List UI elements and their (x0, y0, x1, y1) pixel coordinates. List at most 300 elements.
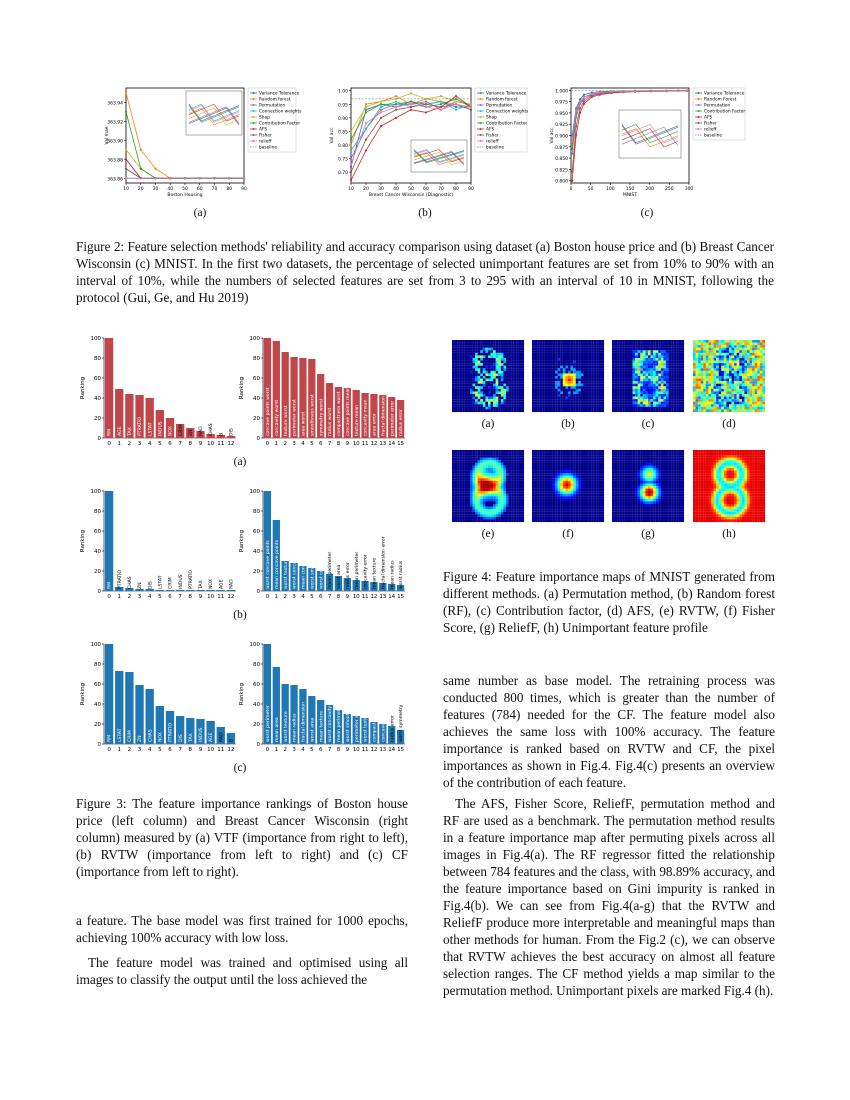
heatmap-cell (488, 361, 491, 364)
heatmap-cell (457, 483, 460, 486)
heatmap-cell (558, 343, 561, 346)
heatmap-cell (555, 386, 558, 389)
heatmap-cell (467, 402, 470, 405)
heatmap-cell (591, 358, 594, 361)
heatmap-cell (669, 371, 672, 374)
heatmap-cell (734, 358, 737, 361)
heatmap-cell (465, 394, 468, 397)
data-point (395, 95, 397, 97)
heatmap-cell (498, 386, 501, 389)
heatmap-cell (465, 463, 468, 466)
heatmap-cell (535, 460, 538, 463)
heatmap-cell (483, 350, 486, 353)
heatmap-cell (732, 391, 735, 394)
heatmap-cell (627, 345, 630, 348)
heatmap-cell (462, 407, 465, 410)
heatmap-cell (679, 399, 682, 402)
heatmap-cell (470, 494, 473, 497)
bar-label: mean texture (372, 557, 378, 589)
heatmap-cell (491, 404, 494, 407)
heatmap-cell (498, 491, 501, 494)
heatmap-cell (467, 379, 470, 382)
heatmap-cell (568, 409, 571, 412)
bar-label: concave points worst (266, 387, 272, 436)
heatmap-cell (696, 384, 699, 387)
heatmap-cell (734, 384, 737, 387)
heatmap-cell (532, 450, 535, 453)
heatmap-cell (457, 465, 460, 468)
heatmap-cell (635, 358, 638, 361)
heatmap-cell (473, 460, 476, 463)
heatmap-cell (485, 397, 488, 400)
heatmap-cell (651, 363, 654, 366)
heatmap-cell (663, 384, 666, 387)
heatmap-cell (729, 376, 732, 379)
heatmap-cell (583, 361, 586, 364)
heatmap-cell (576, 460, 579, 463)
heatmap-cell (635, 381, 638, 384)
heatmap-cell (496, 483, 499, 486)
heatmap-cell (643, 368, 646, 371)
heatmap-cell (663, 409, 666, 412)
heatmap-cell (516, 512, 519, 515)
heatmap-cell (599, 376, 602, 379)
heatmap-cell (455, 399, 458, 402)
heatmap-cell (460, 391, 463, 394)
heatmap-cell (483, 407, 486, 410)
heatmap-cell (617, 379, 620, 382)
heatmap-cell (553, 394, 556, 397)
heatmap-cell (589, 371, 592, 374)
heatmap-cell (547, 368, 550, 371)
heatmap-cell (485, 361, 488, 364)
heatmap-cell (596, 455, 599, 458)
bar-label: DIS (229, 428, 235, 436)
heatmap-cell (493, 491, 496, 494)
heatmap-cell (475, 353, 478, 356)
heatmap-cell (537, 386, 540, 389)
heatmap-cell (563, 381, 566, 384)
heatmap-cell (516, 381, 519, 384)
heatmap-cell (620, 371, 623, 374)
heatmap-cell (586, 407, 589, 410)
heatmap-cell (643, 361, 646, 364)
bar-label: concave points error (381, 694, 387, 742)
heatmap-cell (467, 481, 470, 484)
heatmap-cell (521, 465, 524, 468)
heatmap-cell (589, 350, 592, 353)
heatmap-cell (721, 394, 724, 397)
heatmap-cell (514, 514, 517, 517)
heatmap-cell (757, 384, 760, 387)
heatmap-cell (596, 450, 599, 453)
x-tick-label: 13 (379, 747, 387, 753)
heatmap-cell (563, 458, 566, 461)
data-point (154, 168, 156, 170)
data-point (440, 95, 442, 97)
heatmap-cell (537, 402, 540, 405)
heatmap-cell (586, 371, 589, 374)
heatmap-cell (516, 517, 519, 520)
heatmap-cell (483, 373, 486, 376)
heatmap-cell (661, 386, 664, 389)
heatmap-cell (470, 343, 473, 346)
heatmap-cell (661, 409, 664, 412)
heatmap-cell (656, 389, 659, 392)
heatmap-cell (550, 358, 553, 361)
heatmap-cell (498, 486, 501, 489)
heatmap-cell (511, 486, 514, 489)
heatmap-cell (457, 394, 460, 397)
heatmap-cell (475, 345, 478, 348)
heatmap-cell (663, 348, 666, 351)
heatmap-cell (679, 397, 682, 400)
data-point (571, 152, 573, 154)
heatmap-cell (656, 355, 659, 358)
heatmap-cell (622, 363, 625, 366)
heatmap-cell (586, 363, 589, 366)
heatmap-cell (540, 376, 543, 379)
heatmap-cell (545, 348, 548, 351)
heatmap-cell (480, 509, 483, 512)
data-point (365, 149, 367, 151)
heatmap-cell (475, 402, 478, 405)
heatmap-cell (563, 348, 566, 351)
heatmap-cell (550, 384, 553, 387)
heatmap-cell (596, 366, 599, 369)
heatmap-cell (467, 460, 470, 463)
heatmap-cell (516, 391, 519, 394)
heatmap-cell (558, 391, 561, 394)
heatmap-cell (752, 397, 755, 400)
heatmap-cell (596, 409, 599, 412)
heatmap-cell (475, 343, 478, 346)
heatmap-cell (470, 486, 473, 489)
heatmap-cell (589, 348, 592, 351)
heatmap-cell (599, 381, 602, 384)
heatmap-cell (698, 366, 701, 369)
heatmap-cell (596, 345, 599, 348)
heatmap-cell (721, 376, 724, 379)
heatmap-cell (571, 350, 574, 353)
heatmap-cell (470, 389, 473, 392)
heatmap-cell (519, 371, 522, 374)
heatmap-cell (674, 394, 677, 397)
heatmap-cell (724, 391, 727, 394)
heatmap-cell (498, 399, 501, 402)
heatmap-cell (516, 471, 519, 474)
heatmap-cell (478, 353, 481, 356)
heatmap-cell (701, 340, 704, 343)
heatmap-cell (511, 391, 514, 394)
heatmap-cell (571, 391, 574, 394)
heatmap-cell (568, 371, 571, 374)
heatmap-cell (498, 361, 501, 364)
bar-label: B (229, 738, 235, 742)
heatmap-cell (760, 389, 763, 392)
heatmap-cell (509, 409, 512, 412)
heatmap-cell (594, 402, 597, 405)
heatmap-cell (542, 399, 545, 402)
heatmap-cell (537, 409, 540, 412)
heatmap-cell (535, 458, 538, 461)
heatmap-cell (757, 355, 760, 358)
heatmap-cell (498, 463, 501, 466)
heatmap-cell (462, 519, 465, 522)
bar-label: worst texture (363, 711, 369, 742)
heatmap-cell (462, 471, 465, 474)
heatmap-cell (589, 407, 592, 410)
y-tick-label: 100 (249, 642, 260, 648)
heatmap-cell (535, 453, 538, 456)
heatmap-cell (594, 371, 597, 374)
heatmap-cell (576, 404, 579, 407)
heatmap-cell (734, 381, 737, 384)
heatmap-cell (488, 371, 491, 374)
legend-marker (480, 122, 482, 124)
heatmap-cell (478, 489, 481, 492)
heatmap-cell (696, 394, 699, 397)
heatmap-cell (701, 394, 704, 397)
heatmap-cell (521, 507, 524, 510)
heatmap-cell (483, 468, 486, 471)
heatmap-cell (737, 340, 740, 343)
legend-label: Permutation (259, 103, 286, 109)
x-tick-label: 7 (178, 594, 182, 600)
heatmap-cell (514, 361, 517, 364)
heatmap-cell (747, 371, 750, 374)
data-point (470, 109, 472, 111)
heatmap-cell (521, 366, 524, 369)
heatmap-cell (576, 376, 579, 379)
heatmap-cell (721, 397, 724, 400)
heatmap-cell (661, 376, 664, 379)
heatmap-cell (643, 399, 646, 402)
heatmap-cell (573, 458, 576, 461)
x-tick-label: 3 (137, 441, 142, 447)
heatmap-cell (612, 379, 615, 382)
heatmap-cell (535, 353, 538, 356)
heatmap-cell (537, 343, 540, 346)
data-point (350, 144, 352, 146)
heatmap-cell (638, 404, 641, 407)
heatmap-cell (594, 379, 597, 382)
heatmap-cell (478, 343, 481, 346)
heatmap-cell (737, 389, 740, 392)
heatmap-cell (547, 355, 550, 358)
heatmap-cell (547, 348, 550, 351)
heatmap-cell (669, 397, 672, 400)
heatmap-cell (475, 471, 478, 474)
heatmap-cell (473, 363, 476, 366)
heatmap-cell (708, 345, 711, 348)
heatmap-cell (726, 384, 729, 387)
heatmap-cell (671, 404, 674, 407)
legend-label: Fisher (486, 133, 499, 139)
heatmap-cell (547, 402, 550, 405)
heatmap-cell (532, 381, 535, 384)
heatmap-cell (475, 494, 478, 497)
heatmap-cell (658, 350, 661, 353)
heatmap-cell (752, 394, 755, 397)
heatmap-cell (560, 343, 563, 346)
heatmap-cell (519, 376, 522, 379)
heatmap-cell (633, 381, 636, 384)
heatmap-cell (762, 399, 765, 402)
heatmap-cell (663, 386, 666, 389)
heatmap-cell (596, 358, 599, 361)
heatmap-cell (612, 391, 615, 394)
heatmap-cell (586, 386, 589, 389)
heatmap-cell (473, 371, 476, 374)
heatmap-cell (760, 409, 763, 412)
x-tick-label: 7 (178, 441, 182, 447)
heatmap-cell (509, 478, 512, 481)
heatmap-cell (627, 358, 630, 361)
heatmap-cell (558, 384, 561, 387)
heatmap-cell (708, 371, 711, 374)
heatmap-cell (460, 399, 463, 402)
heatmap-cell (671, 340, 674, 343)
heatmap-cell (750, 389, 753, 392)
heatmap-cell (491, 489, 494, 492)
heatmap-cell (514, 397, 517, 400)
heatmap-cell (545, 355, 548, 358)
heatmap-cell (701, 371, 704, 374)
heatmap-cell (475, 358, 478, 361)
heatmap-cell (747, 386, 750, 389)
heatmap-cell (460, 517, 463, 520)
heatmap-cell (625, 350, 628, 353)
heatmap-cell (671, 376, 674, 379)
heatmap-cell (698, 363, 701, 366)
heatmap-cell (708, 384, 711, 387)
heatmap-cell (509, 476, 512, 479)
heatmap-cell (696, 407, 699, 410)
heatmap-cell (501, 486, 504, 489)
heatmap-cell (698, 373, 701, 376)
legend-label: AFS (486, 127, 495, 133)
heatmap-cell (553, 468, 556, 471)
heatmap-cell (537, 384, 540, 387)
heatmap-cell (752, 350, 755, 353)
heatmap-cell (506, 514, 509, 517)
heatmap-cell (653, 394, 656, 397)
heatmap-cell (638, 355, 641, 358)
heatmap-cell (519, 407, 522, 410)
heatmap-cell (762, 409, 765, 412)
heatmap-cell (503, 409, 506, 412)
heatmap-cell (488, 499, 491, 502)
heatmap-cell (491, 381, 494, 384)
heatmap-cell (676, 363, 679, 366)
heatmap-cell (638, 409, 641, 412)
heatmap-cell (457, 404, 460, 407)
heatmap-cell (601, 463, 604, 466)
heatmap-cell (493, 455, 496, 458)
heatmap-cell (589, 343, 592, 346)
y-tick-label: 0.70 (337, 171, 348, 177)
heatmap-cell (475, 384, 478, 387)
heatmap-cell (724, 394, 727, 397)
heatmap-cell (732, 348, 735, 351)
heatmap-cell (726, 363, 729, 366)
heatmap-cell (467, 509, 470, 512)
heatmap-cell (576, 389, 579, 392)
heatmap-cell (470, 499, 473, 502)
heatmap-cell (553, 348, 556, 351)
heatmap-cell (589, 460, 592, 463)
heatmap-cell (535, 465, 538, 468)
heatmap-cell (553, 397, 556, 400)
heatmap-cell (721, 368, 724, 371)
heatmap-cell (545, 386, 548, 389)
heatmap-cell (732, 397, 735, 400)
heatmap-cell (540, 379, 543, 382)
heatmap-cell (457, 504, 460, 507)
heatmap-cell (576, 371, 579, 374)
heatmap-cell (473, 376, 476, 379)
heatmap-cell (739, 371, 742, 374)
heatmap-cell (470, 407, 473, 410)
y-tick-label: 80 (253, 509, 260, 515)
heatmap-cell (645, 348, 648, 351)
heatmap-cell (462, 340, 465, 343)
heatmap-cell (573, 465, 576, 468)
heatmap-cell (716, 389, 719, 392)
heatmap-cell (483, 483, 486, 486)
heatmap-cell (516, 455, 519, 458)
heatmap-cell (516, 353, 519, 356)
heatmap-cell (491, 366, 494, 369)
heatmap-cell (679, 345, 682, 348)
legend-marker (698, 122, 700, 124)
heatmap-cell (511, 348, 514, 351)
heatmap-cell (627, 384, 630, 387)
heatmap-cell (573, 379, 576, 382)
heatmap-cell (716, 350, 719, 353)
heatmap-cell (711, 340, 714, 343)
heatmap-cell (485, 379, 488, 382)
heatmap-cell (568, 363, 571, 366)
heatmap-cell (498, 384, 501, 387)
data-point (380, 125, 382, 127)
heatmap-cell (470, 512, 473, 515)
heatmap-cell (470, 509, 473, 512)
heatmap-cell (455, 486, 458, 489)
heatmap-cell (640, 404, 643, 407)
heatmap-cell (601, 465, 604, 468)
heatmap-cell (596, 458, 599, 461)
heatmap-cell (506, 512, 509, 515)
heatmap-cell (635, 348, 638, 351)
heatmap-cell (716, 409, 719, 412)
heatmap-cell (509, 512, 512, 515)
heatmap-cell (521, 350, 524, 353)
bar-label: concavity mean (363, 399, 369, 436)
heatmap-cell (542, 384, 545, 387)
heatmap-cell (488, 379, 491, 382)
heatmap-cell (457, 468, 460, 471)
heatmap-cell (578, 450, 581, 453)
heatmap-cell (540, 355, 543, 358)
heatmap-cell (578, 389, 581, 392)
legend-marker (253, 116, 255, 118)
heatmap-cell (622, 353, 625, 356)
heatmap-cell (591, 458, 594, 461)
heatmap-cell (711, 355, 714, 358)
heatmap-cell (488, 358, 491, 361)
